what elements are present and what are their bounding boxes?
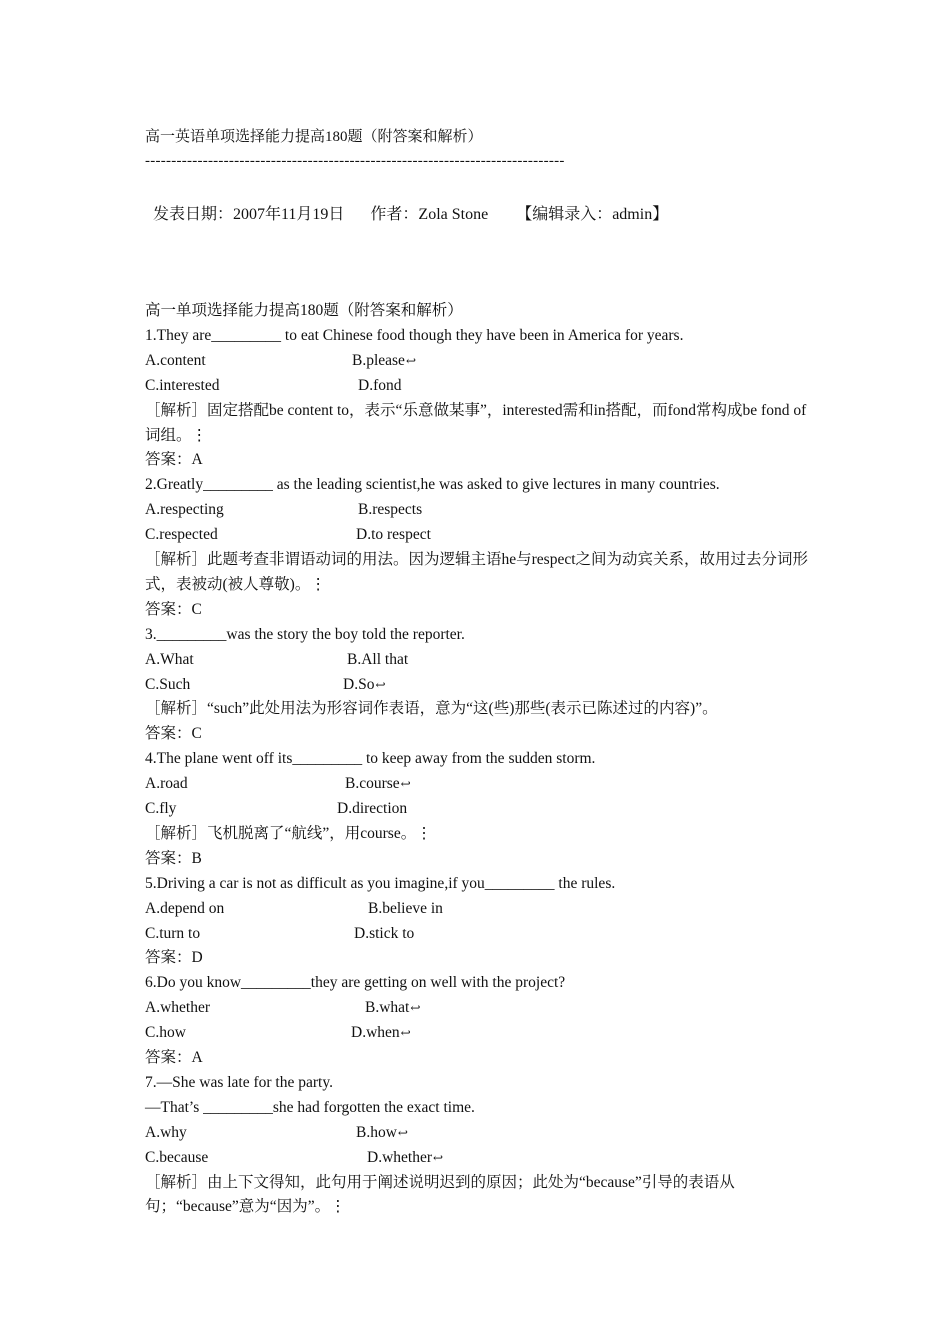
question-stem-continued: —That’s _________she had forgotten the exact time.	[145, 1098, 475, 1116]
answer: 答案：D	[145, 949, 203, 967]
option-d: D.to respect	[356, 526, 431, 544]
option-d: D.whether↩	[367, 1148, 444, 1166]
author: 作者：Zola Stone	[370, 206, 489, 223]
option-a: A.content	[145, 351, 206, 369]
option-row	[145, 374, 810, 399]
option-c: C.Such	[145, 675, 191, 693]
option-a: A.why	[145, 1123, 187, 1141]
article-meta	[153, 201, 668, 224]
option-b: B.what↩	[365, 999, 421, 1017]
paragraph-mark-icon: ↩	[375, 677, 386, 692]
option-row	[145, 1021, 810, 1046]
option-row	[145, 673, 810, 698]
option-row	[145, 523, 810, 548]
option-b: B.respects	[358, 501, 423, 519]
question-stem: 5.Driving a car is not as difficult as you imagine,if you_________ the rules.	[145, 874, 616, 892]
option-c: C.fly	[145, 800, 177, 818]
answer: 答案：C	[145, 725, 202, 743]
answer: 答案：A	[145, 1049, 203, 1066]
publish-date: 发表日期：2007年11月19日	[153, 206, 345, 223]
option-row	[145, 897, 810, 922]
section-subtitle: 高一单项选择能力提高180题（附答案和解析）	[145, 302, 463, 319]
option-b: B.All that	[347, 650, 409, 668]
question-stem: 6.Do you know_________they are getting on well with the project?	[145, 974, 566, 992]
option-row	[145, 996, 810, 1021]
option-a: A.depend on	[145, 899, 225, 917]
option-row	[145, 498, 810, 523]
option-d: D.So↩	[343, 675, 386, 693]
question-stem: 2.Greatly_________ as the leading scientist,he was asked to give lectures in many countries.	[145, 476, 720, 494]
option-b: B.how↩	[356, 1123, 408, 1141]
question-stem: 4.The plane went off its_________ to keep away from the sudden storm.	[145, 750, 596, 768]
option-b: B.course↩	[345, 775, 411, 793]
option-row	[145, 922, 810, 947]
option-b: B.believe in	[368, 899, 443, 917]
paragraph-mark-icon: ↩	[410, 1001, 421, 1016]
answer: 答案：B	[145, 849, 202, 867]
option-c: C.respected	[145, 526, 218, 544]
option-d: D.stick to	[354, 924, 415, 942]
option-row	[145, 349, 810, 374]
article-body	[145, 299, 810, 1220]
option-row	[145, 1146, 810, 1171]
document-title: 高一英语单项选择能力提高180题（附答案和解析）	[145, 129, 483, 145]
answer: 答案：A	[145, 451, 203, 469]
option-row	[145, 1121, 810, 1146]
analysis: ［解析］“such”此处用法为形容词作表语，意为“这(些)那些(表示已陈述过的内容)”。	[145, 700, 718, 718]
analysis: ［解析］由上下文得知，此句用于阐述说明迟到的原因；此处为“because”引导的表语从句；“because”意为“因为”。⋮	[145, 1173, 735, 1216]
paragraph-mark-icon: ↩	[400, 777, 411, 792]
option-c: C.how	[145, 1024, 186, 1042]
option-a: A.road	[145, 775, 188, 793]
paragraph-mark-icon: ↩	[405, 353, 417, 368]
option-row	[145, 648, 810, 673]
option-a: A.whether	[145, 999, 210, 1017]
analysis: ［解析］此题考查非谓语动词的用法。因为逻辑主语he与respect之间为动宾关系，故用过去分词形式，表被动(被人尊敬)。⋮	[145, 551, 809, 593]
option-row	[145, 797, 810, 822]
paragraph-mark-icon: ↩	[433, 1150, 444, 1165]
option-c: C.because	[145, 1148, 209, 1166]
answer: 答案：C	[145, 600, 202, 618]
option-b: B.please↩	[352, 351, 417, 369]
option-a: A.What	[145, 650, 194, 668]
option-c: C.interested	[145, 376, 220, 394]
paragraph-mark-icon: ↩	[397, 1125, 408, 1140]
editor: 【编辑录入：admin】	[516, 206, 669, 223]
option-c: C.turn to	[145, 924, 201, 942]
option-d: D.fond	[358, 376, 402, 394]
question-stem: 7.—She was late for the party.	[145, 1073, 333, 1091]
paragraph-mark-icon: ↩	[400, 1026, 411, 1041]
analysis: ［解析］固定搭配be content to，表示“乐意做某事”，interested需和in搭配，而fond常构成be fond of词组。⋮	[145, 401, 807, 444]
separator-line: --------------------------------------------------------------------------------	[145, 153, 565, 169]
question-stem: 1.They are_________ to eat Chinese food though they have been in America for years.	[145, 326, 684, 344]
analysis: ［解析］飞机脱离了“航线”，用course。⋮	[145, 824, 432, 842]
option-d: D.when↩	[351, 1024, 411, 1042]
question-stem: 3._________was the story the boy told the reporter.	[145, 625, 465, 643]
option-a: A.respecting	[145, 501, 224, 519]
option-d: D.direction	[337, 800, 408, 818]
option-row	[145, 772, 810, 797]
